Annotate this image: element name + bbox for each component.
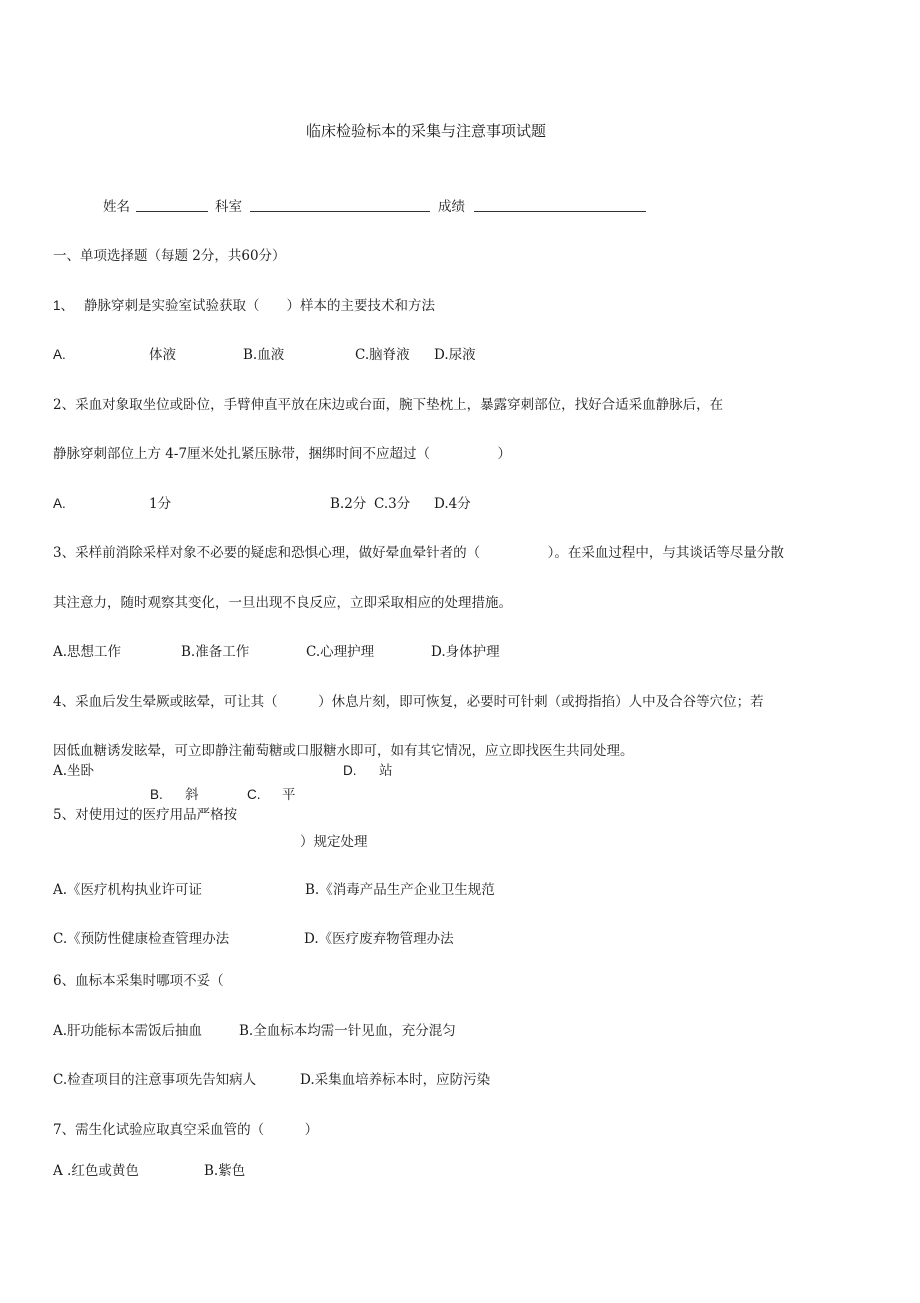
score-label: 成绩 xyxy=(438,199,465,215)
q2-option-d: D.4分 xyxy=(434,496,471,512)
page-title: 临床检验标本的采集与注意事项试题 xyxy=(306,122,547,140)
q2-stem-line1: 2、采血对象取坐位或卧位，手臂伸直平放在床边或台面，腕下垫枕上，暴露穿刺部位，找好合适采血静脉后，在 xyxy=(53,397,724,413)
q5-option-b: B.《消毒产品生产企业卫生规范 xyxy=(305,882,495,898)
q4-option-d-label: D. xyxy=(343,763,357,778)
q3-option-a: A.思想工作 xyxy=(53,644,122,660)
q5-option-a: A.《医疗机构执业许可证 xyxy=(53,882,203,898)
q3-stem-line2: 其注意力，随时观察其变化，一旦出现不良反应，立即采取相应的处理措施。 xyxy=(53,595,512,611)
q7-option-b: B.紫色 xyxy=(204,1163,246,1179)
q3-option-b: B.准备工作 xyxy=(181,644,250,660)
q1-option-a: 体液 xyxy=(149,347,176,363)
q5-stem-end: ）规定处理 xyxy=(300,834,368,850)
q4-option-b: 斜 xyxy=(185,787,199,803)
score-field[interactable] xyxy=(474,199,646,212)
q2-stem-line2: 静脉穿刺部位上方 4-7厘米处扎紧压脉带，捆绑时间不应超过（ ） xyxy=(53,446,512,462)
name-label: 姓名 xyxy=(103,199,130,215)
q1-number: 1、 xyxy=(53,298,75,313)
q5-option-c: C.《预防性健康检查管理办法 xyxy=(53,931,230,947)
q1-option-d: D.尿液 xyxy=(434,347,476,363)
q5-option-d: D.《医疗废弃物管理办法 xyxy=(304,931,454,947)
q4-option-c-label: C. xyxy=(247,787,261,802)
dept-label: 科室 xyxy=(215,199,242,215)
q4-option-d: 站 xyxy=(379,763,393,779)
q1-option-b: B.血液 xyxy=(243,347,285,363)
q6-option-c: C.检查项目的注意事项先告知病人 xyxy=(53,1072,257,1088)
name-field[interactable] xyxy=(136,199,208,212)
section-heading: 一、单项选择题（每题 2分，共60分） xyxy=(53,248,286,264)
q1-option-c: C.脑脊液 xyxy=(355,347,410,363)
q2-option-c: C.3分 xyxy=(374,496,411,512)
dept-field[interactable] xyxy=(250,199,430,212)
q6-option-d: D.采集血培养标本时，应防污染 xyxy=(300,1072,491,1088)
q5-stem: 5、对使用过的医疗用品严格按 xyxy=(53,807,238,823)
q7-option-a: A .红色或黄色 xyxy=(53,1163,139,1179)
q4-option-b-label: B. xyxy=(150,787,163,802)
q2-option-b: B.2分 xyxy=(330,496,367,512)
q2-option-a-label: A. xyxy=(53,496,66,511)
q3-option-d: D.身体护理 xyxy=(431,644,500,660)
q4-stem-line1: 4、采血后发生晕厥或眩晕，可让其（ ）休息片刻，即可恢复，必要时可针刺（或拇指掐）人中及合谷等穴位；若 xyxy=(53,694,764,710)
q2-option-a: 1分 xyxy=(149,496,172,512)
q3-option-c: C.心理护理 xyxy=(306,644,375,660)
q4-stem-line2: 因低血糖诱发眩晕，可立即静注葡萄糖或口服糖水即可，如有其它情况，应立即找医生共同处理。 xyxy=(53,743,634,759)
q1-stem: 静脉穿刺是实验室试验获取（ ）样本的主要技术和方法 xyxy=(84,298,435,314)
q3-stem-line1: 3、采样前消除采样对象不必要的疑虑和恐惧心理，做好晕血晕针者的（ ）。在采血过程中，与其谈话等尽量分散 xyxy=(53,545,784,561)
q4-option-c: 平 xyxy=(282,787,296,803)
q7-stem: 7、需生化试验应取真空采血管的（ ） xyxy=(53,1122,319,1138)
q6-option-b: B.全血标本均需一针见血，充分混匀 xyxy=(239,1023,456,1039)
q4-option-a: A.坐卧 xyxy=(53,763,95,779)
q6-stem: 6、血标本采集时哪项不妥（ xyxy=(53,973,224,989)
q1-option-a-label: A. xyxy=(53,347,66,362)
q6-option-a: A.肝功能标本需饭后抽血 xyxy=(53,1023,203,1039)
